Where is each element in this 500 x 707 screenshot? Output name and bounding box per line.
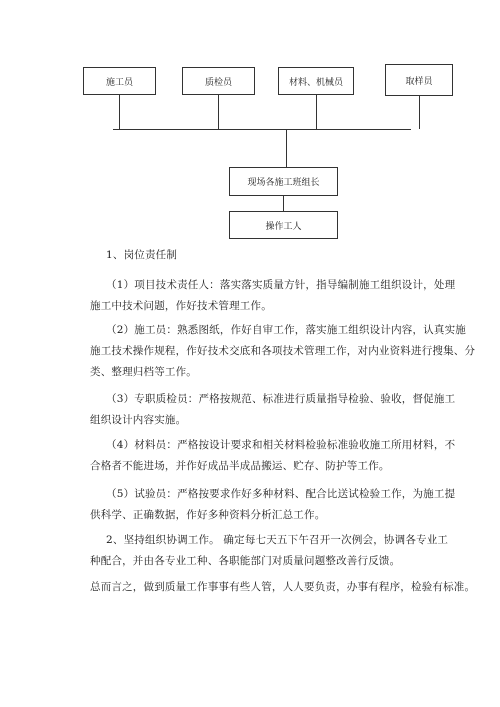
p4-line-1: （4）材料员：严格按设计要求和相关材料检验标准验收施工所用材料，不 (106, 439, 456, 451)
connector-leader-workers (283, 196, 284, 211)
p2-line-1: （2）施工员：熟悉图纸，作好自审工作，落实施工组织设计内容，认真实施 (106, 324, 466, 336)
heading-text: 1、岗位责任制 (106, 249, 178, 261)
org-box-sampler: 取样员 (385, 64, 453, 96)
p1-line-1: （1）项目技术责任人：落实落实质量方针，指导编制施工组织设计，处理 (106, 279, 456, 291)
paragraph-6 (90, 530, 449, 572)
paragraph-4 (90, 435, 456, 477)
connector-4 (419, 96, 420, 129)
org-box-workers: 操作工人 (229, 211, 338, 239)
p2-line-3: 类、整理归档等工作。 (90, 366, 197, 378)
paragraph-1 (90, 275, 456, 317)
p6-line-1: 2、坚持组织协调工作。 确定每七天五下午召开一次例会，协调各专业工 (106, 534, 449, 546)
paragraph-5 (90, 484, 456, 526)
p1-line-2: 施工中技术问题，作好技术管理工作。 (90, 300, 272, 312)
heading-responsibility (106, 245, 446, 266)
connector-3 (316, 95, 317, 129)
paragraph-3 (90, 389, 456, 431)
paragraph-2 (90, 320, 476, 383)
org-box-materials-officer: 材料、机械员 (278, 67, 354, 95)
p5-line-1: （5）试验员：严格按要求作好多种材料、配合比送试检验工作，为施工提 (106, 488, 456, 500)
p7-line-1: 总而言之，做到质量工作事事有些人管，人人要负责，办事有程序，检验有标准。 (90, 581, 476, 593)
p3-line-1: （3）专职质检员：严格按规范、标准进行质量指导检验、验收，督促施工 (106, 393, 456, 405)
horizontal-bus (113, 129, 411, 130)
connector-2 (218, 95, 219, 129)
org-box-quality-inspector: 质检员 (182, 67, 255, 95)
org-box-construction-worker: 施工员 (83, 67, 156, 95)
p5-line-2: 供科学、正确数据，作好多种资料分析汇总工作。 (90, 509, 326, 521)
p3-line-2: 组织设计内容实施。 (90, 414, 187, 426)
connector-1 (119, 95, 120, 129)
p4-line-2: 合格者不能进场，并作好成品半成品搬运、贮存、防护等工作。 (90, 460, 390, 472)
org-box-team-leader: 现场各施工班组长 (229, 167, 338, 196)
p6-line-2: 种配合，并由各专业工种、各职能部门对质量问题整改善行反馈。 (90, 555, 401, 567)
paragraph-7 (90, 577, 476, 598)
p2-line-2: 施工技术操作规程，作好技术交底和各项技术管理工作，对内业资料进行搜集、分 (90, 345, 476, 357)
connector-down (286, 129, 287, 167)
